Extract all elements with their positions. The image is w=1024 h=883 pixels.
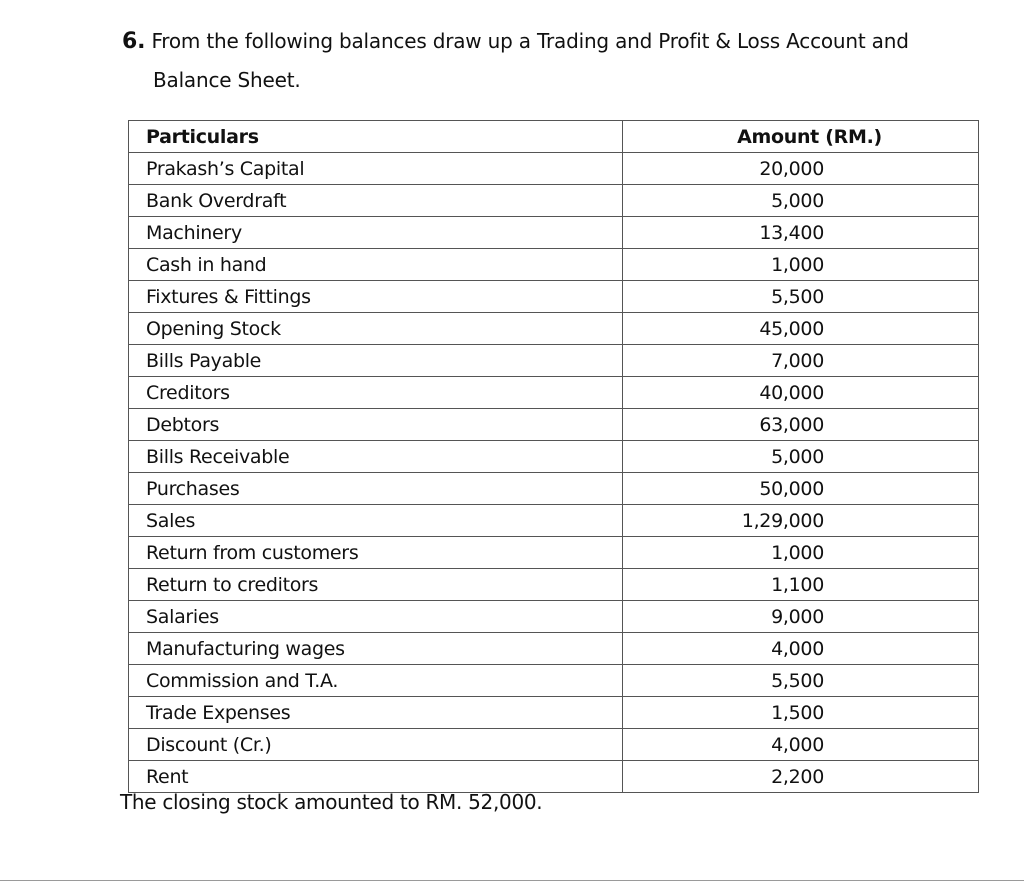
row-particular: Cash in hand — [129, 249, 623, 281]
row-amount: 5,000 — [623, 441, 979, 473]
row-particular: Bills Payable — [129, 345, 623, 377]
table-row — [129, 185, 979, 217]
row-particular: Salaries — [129, 601, 623, 633]
table-row — [129, 761, 979, 793]
question-text — [122, 22, 1002, 99]
row-particular: Bills Receivable — [129, 441, 623, 473]
row-particular: Bank Overdraft — [129, 185, 623, 217]
row-amount: 5,000 — [623, 185, 979, 217]
table-row — [129, 281, 979, 313]
row-particular: Trade Expenses — [129, 697, 623, 729]
row-amount: 4,000 — [623, 633, 979, 665]
header-particulars: Particulars — [129, 121, 623, 153]
row-amount: 50,000 — [623, 473, 979, 505]
row-amount: 1,000 — [623, 249, 979, 281]
row-particular: Sales — [129, 505, 623, 537]
table-row — [129, 217, 979, 249]
table-row — [129, 633, 979, 665]
table-row — [129, 345, 979, 377]
table-row — [129, 697, 979, 729]
row-amount: 9,000 — [623, 601, 979, 633]
row-particular: Commission and T.A. — [129, 665, 623, 697]
row-amount: 1,500 — [623, 697, 979, 729]
table-row — [129, 441, 979, 473]
balances-table — [128, 120, 979, 793]
row-amount: 1,29,000 — [623, 505, 979, 537]
row-amount: 7,000 — [623, 345, 979, 377]
table-row — [129, 153, 979, 185]
row-particular: Creditors — [129, 377, 623, 409]
table-row — [129, 729, 979, 761]
row-particular: Manufacturing wages — [129, 633, 623, 665]
table-row — [129, 569, 979, 601]
row-amount: 5,500 — [623, 281, 979, 313]
question-number: 6. — [122, 29, 146, 54]
table-row — [129, 249, 979, 281]
row-amount: 40,000 — [623, 377, 979, 409]
row-particular: Discount (Cr.) — [129, 729, 623, 761]
table-body — [129, 153, 979, 793]
row-amount: 1,100 — [623, 569, 979, 601]
row-amount: 5,500 — [623, 665, 979, 697]
header-amount: Amount (RM.) — [623, 121, 979, 153]
row-amount: 2,200 — [623, 761, 979, 793]
row-amount: 45,000 — [623, 313, 979, 345]
row-particular: Opening Stock — [129, 313, 623, 345]
table-row — [129, 313, 979, 345]
table-row — [129, 409, 979, 441]
question-line-1: From the following balances draw up a Trading and Profit & Loss Account and — [151, 29, 909, 53]
table-row — [129, 537, 979, 569]
row-particular: Return from customers — [129, 537, 623, 569]
table-row — [129, 473, 979, 505]
row-amount: 13,400 — [623, 217, 979, 249]
table-header-row — [129, 121, 979, 153]
table-row — [129, 505, 979, 537]
table-row — [129, 377, 979, 409]
row-particular: Machinery — [129, 217, 623, 249]
row-amount: 1,000 — [623, 537, 979, 569]
question-line-2: Balance Sheet. — [153, 68, 301, 92]
row-particular: Fixtures & Fittings — [129, 281, 623, 313]
row-amount: 20,000 — [623, 153, 979, 185]
row-particular: Debtors — [129, 409, 623, 441]
table-row — [129, 665, 979, 697]
row-particular: Rent — [129, 761, 623, 793]
row-particular: Purchases — [129, 473, 623, 505]
row-particular: Return to creditors — [129, 569, 623, 601]
row-particular: Prakash’s Capital — [129, 153, 623, 185]
row-amount: 63,000 — [623, 409, 979, 441]
closing-stock-note: The closing stock amounted to RM. 52,000. — [120, 790, 543, 814]
table-row — [129, 601, 979, 633]
page-bottom-divider — [0, 880, 1024, 881]
row-amount: 4,000 — [623, 729, 979, 761]
